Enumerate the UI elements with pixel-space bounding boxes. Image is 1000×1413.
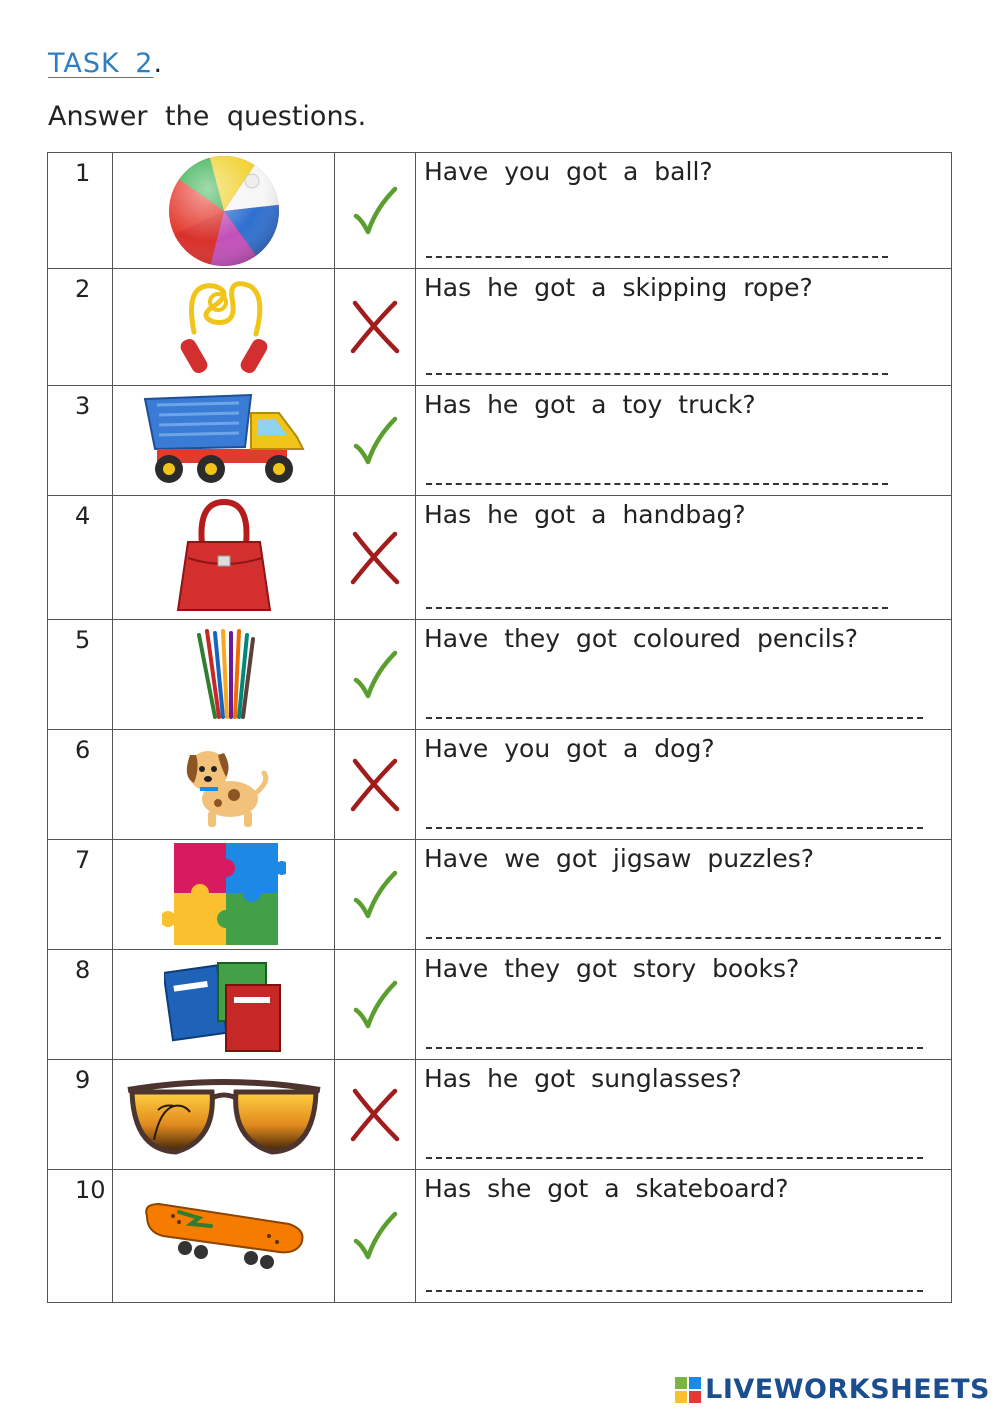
answer-line[interactable] [426, 937, 941, 939]
check-mark-icon [352, 650, 398, 700]
table-row [48, 496, 952, 620]
check-mark-icon [352, 870, 398, 920]
row-number: 7 [48, 840, 113, 950]
skateboard-icon [139, 1196, 309, 1276]
question-text: Has he got a handbag? [424, 500, 746, 529]
handbag-icon [174, 498, 274, 618]
answer-line[interactable] [426, 373, 888, 375]
row-number: 2 [48, 269, 113, 386]
table-row [48, 730, 952, 840]
row-number: 9 [48, 1060, 113, 1170]
answer-line[interactable] [426, 1047, 923, 1049]
answer-line[interactable] [426, 827, 923, 829]
table-row [48, 620, 952, 730]
answer-line[interactable] [426, 256, 888, 258]
question-text: Have you got a ball? [424, 157, 713, 186]
table-row [48, 153, 952, 269]
story-books-icon [164, 955, 284, 1055]
row-number: 4 [48, 496, 113, 620]
check-mark-icon [352, 416, 398, 466]
cross-mark-icon [349, 1087, 401, 1143]
table-row [48, 840, 952, 950]
check-mark-icon [352, 186, 398, 236]
table-row [48, 269, 952, 386]
sunglasses-icon [124, 1070, 324, 1160]
row-number: 10 [48, 1170, 113, 1303]
table-row [48, 1170, 952, 1303]
coloured-pencils-icon [189, 627, 259, 723]
instruction: Answer the questions. [48, 101, 367, 132]
toy-truck-icon [139, 391, 309, 491]
row-number: 6 [48, 730, 113, 840]
skipping-rope-icon [174, 272, 274, 382]
cross-mark-icon [349, 757, 401, 813]
cross-mark-icon [349, 299, 401, 355]
answer-line[interactable] [426, 607, 888, 609]
question-text: Have they got coloured pencils? [424, 624, 859, 653]
check-mark-icon [352, 1211, 398, 1261]
logo-text: LIVEWORKSHEETS [705, 1374, 990, 1405]
task-suffix: . [153, 48, 164, 79]
row-number: 8 [48, 950, 113, 1060]
lw-logo-icon [675, 1377, 701, 1403]
question-text: Has he got sunglasses? [424, 1064, 742, 1093]
row-number: 1 [48, 153, 113, 269]
check-mark-icon [352, 980, 398, 1030]
table-row [48, 386, 952, 496]
table-row [48, 1060, 952, 1170]
question-text: Has he got a toy truck? [424, 390, 756, 419]
answer-line[interactable] [426, 1157, 923, 1159]
answer-line[interactable] [426, 717, 923, 719]
table-row [48, 950, 952, 1060]
task-title [48, 48, 163, 79]
row-number: 3 [48, 386, 113, 496]
liveworksheets-logo [675, 1374, 990, 1405]
question-text: Has he got a skipping rope? [424, 273, 813, 302]
question-text: Have we got jigsaw puzzles? [424, 844, 815, 873]
question-text: Have you got a dog? [424, 734, 715, 763]
answer-line[interactable] [426, 1290, 923, 1292]
task-label: TASK 2 [48, 48, 154, 79]
answer-line[interactable] [426, 483, 888, 485]
question-text: Has she got a skateboard? [424, 1174, 789, 1203]
jigsaw-puzzle-icon [162, 841, 286, 949]
beach-ball-icon [166, 153, 282, 269]
cross-mark-icon [349, 530, 401, 586]
questions-table [47, 152, 952, 1303]
dog-icon [174, 737, 274, 833]
question-text: Have they got story books? [424, 954, 800, 983]
row-number: 5 [48, 620, 113, 730]
